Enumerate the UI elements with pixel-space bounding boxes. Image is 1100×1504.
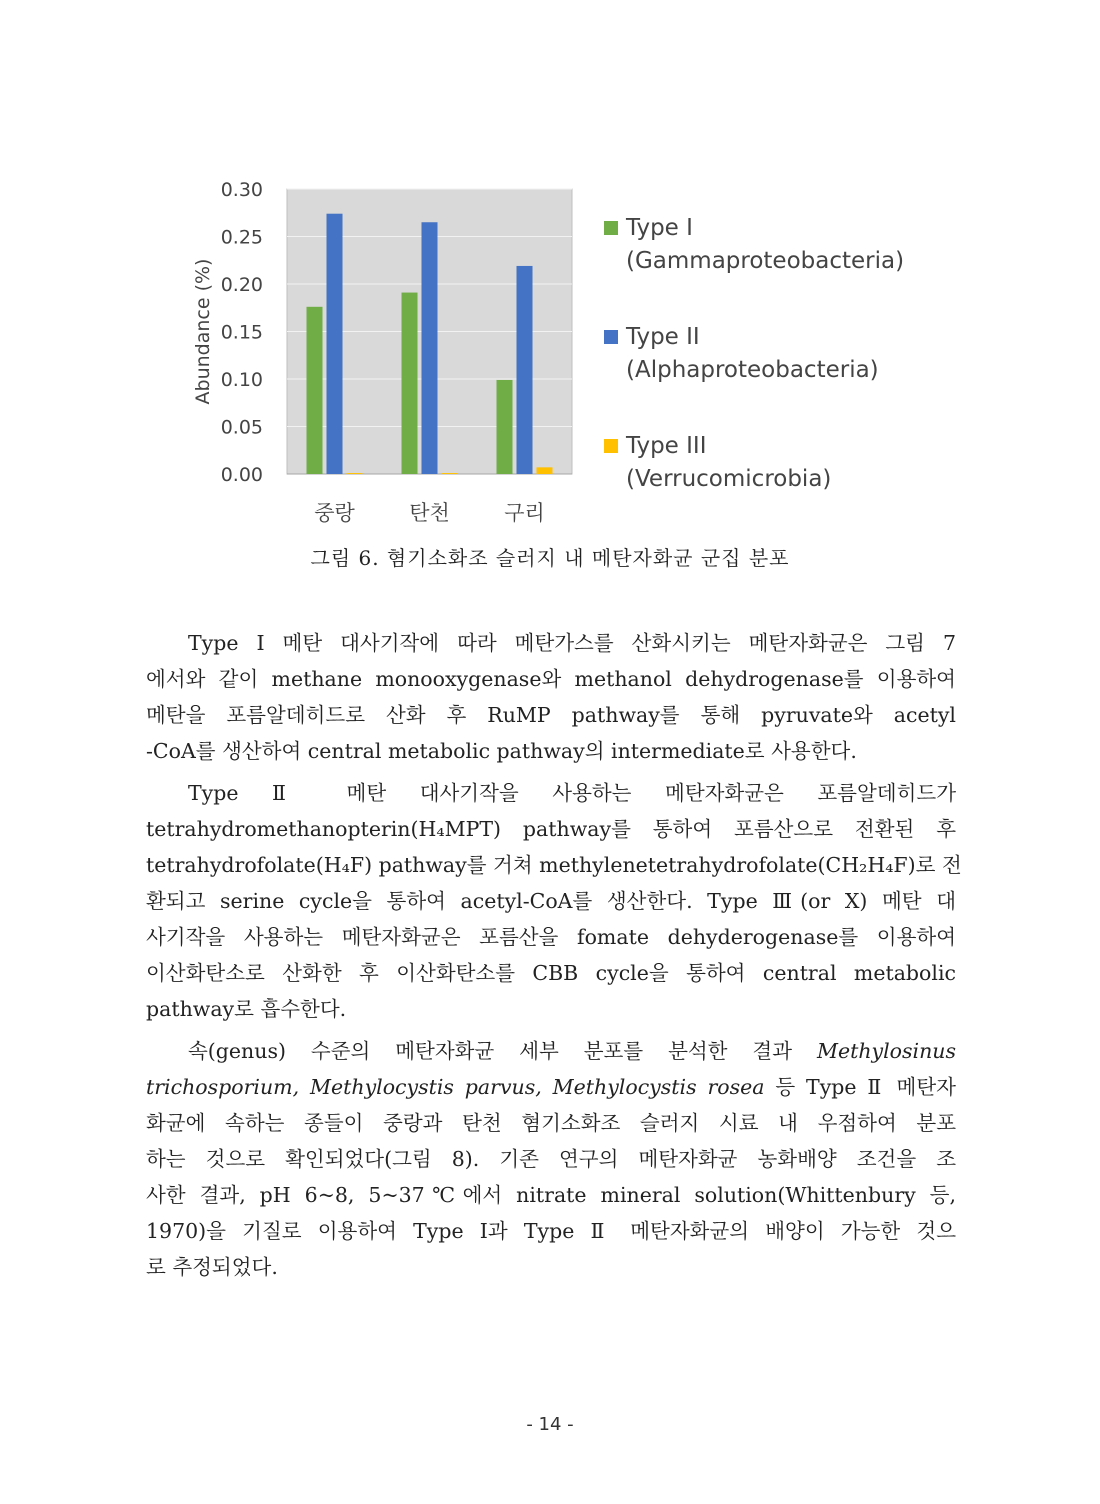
bar xyxy=(422,222,438,474)
paragraph-type-2 xyxy=(146,775,962,1027)
bar xyxy=(517,266,533,474)
paragraph-genus xyxy=(146,1033,956,1285)
legend-entry: Type III (Verrucomicrobia) xyxy=(626,433,832,492)
paragraph-line: 사기작을 사용하는 메탄자화균은 포름산을 fomate dehyderogenase를 이용하여 xyxy=(146,925,956,949)
paragraph-line: 에서와 같이 methane monooxygenase와 methanol dehydrogenase를 이용하여 xyxy=(146,667,956,691)
legend-swatch xyxy=(604,221,618,235)
bar xyxy=(497,380,513,474)
y-tick-label: 0.30 xyxy=(220,179,263,201)
x-category-label: 중랑 xyxy=(314,501,355,525)
page-number: - 14 - xyxy=(526,1414,574,1435)
legend-entry: Type I (Gammaproteobacteria) xyxy=(626,215,905,274)
paragraph-line: 사한 결과, pH 6~8, 5~37℃에서 nitrate mineral solution(Whittenbury 등, xyxy=(146,1183,956,1207)
paragraph-line: tetrahydrofolate(H₄F) pathway를 거쳐 methylenetetrahydrofolate(CH₂H₄F)로 전 xyxy=(146,853,962,877)
paragraph-line: 화균에 속하는 종들이 중랑과 탄천 혐기소화조 슬러지 시료 내 우점하여 분포 xyxy=(146,1111,956,1135)
y-tick-label: 0.05 xyxy=(220,416,263,439)
x-category-label: 구리 xyxy=(504,501,545,525)
figure-caption: 그림 6. 혐기소화조 슬러지 내 메탄자화균 군집 분포 xyxy=(310,546,790,570)
paragraph-line: 1970)을 기질로 이용하여 Type I과 Type Ⅱ 메탄자화균의 배양이 가능한 것으 xyxy=(146,1219,956,1243)
bar xyxy=(307,307,323,474)
paragraph-line: 이산화탄소로 산화한 후 이산화탄소를 CBB cycle을 통하여 central metabolic xyxy=(146,961,956,985)
bar xyxy=(442,473,458,474)
y-axis-title: Abundance (%) xyxy=(192,258,214,405)
paragraph-line: tetrahydromethanopterin(H₄MPT) pathway를 통하여 포름산으로 전환된 후 xyxy=(146,817,956,841)
bar xyxy=(537,467,553,474)
bar xyxy=(347,473,363,474)
legend-swatch xyxy=(604,330,618,344)
legend-swatch xyxy=(604,439,618,453)
paragraph-line: 환되고 serine cycle을 통하여 acetyl-CoA를 생산한다. Type Ⅲ(or X) 메탄 대 xyxy=(146,889,956,913)
paragraph-line: pathway로 흡수한다. xyxy=(146,997,347,1021)
paragraph-line: Type I 메탄 대사기작에 따라 메탄가스를 산화시키는 메탄자화균은 그림 7 xyxy=(188,631,956,655)
legend-entry: Type II (Alphaproteobacteria) xyxy=(626,324,879,383)
bar xyxy=(402,293,418,474)
paragraph-line: 하는 것으로 확인되었다(그림 8). 기존 연구의 메탄자화균 농화배양 조건을 조 xyxy=(146,1147,956,1171)
paragraph-type-1 xyxy=(146,625,956,769)
paragraph-line: -CoA를 생산하여 central metabolic pathway의 intermediate로 사용한다. xyxy=(146,739,857,763)
y-tick-label: 0.10 xyxy=(220,369,263,391)
y-tick-label: 0.25 xyxy=(220,226,263,249)
y-tick-label: 0.20 xyxy=(220,274,263,296)
chart-svg xyxy=(170,160,930,540)
paragraph-line: Type Ⅱ 메탄 대사기작을 사용하는 메탄자화균은 포름알데히드가 xyxy=(188,781,956,805)
x-category-label: 탄천 xyxy=(409,501,450,525)
paragraph-line: 로 추정되었다. xyxy=(146,1255,278,1279)
y-tick-label: 0.00 xyxy=(220,464,263,486)
paragraph-line: trichosporium, Methylocystis parvus, Methylocystis rosea 등 Type Ⅱ 메탄자 xyxy=(146,1075,956,1099)
bar xyxy=(327,214,343,474)
paragraph-line: 속(genus) 수준의 메탄자화균 세부 분포를 분석한 결과 Methylosinus xyxy=(188,1039,956,1063)
paragraph-line: 메탄을 포름알데히드로 산화 후 RuMP pathway를 통해 pyruvate와 acetyl xyxy=(146,703,956,727)
y-tick-label: 0.15 xyxy=(220,321,263,344)
abundance-bar-chart xyxy=(170,160,930,540)
